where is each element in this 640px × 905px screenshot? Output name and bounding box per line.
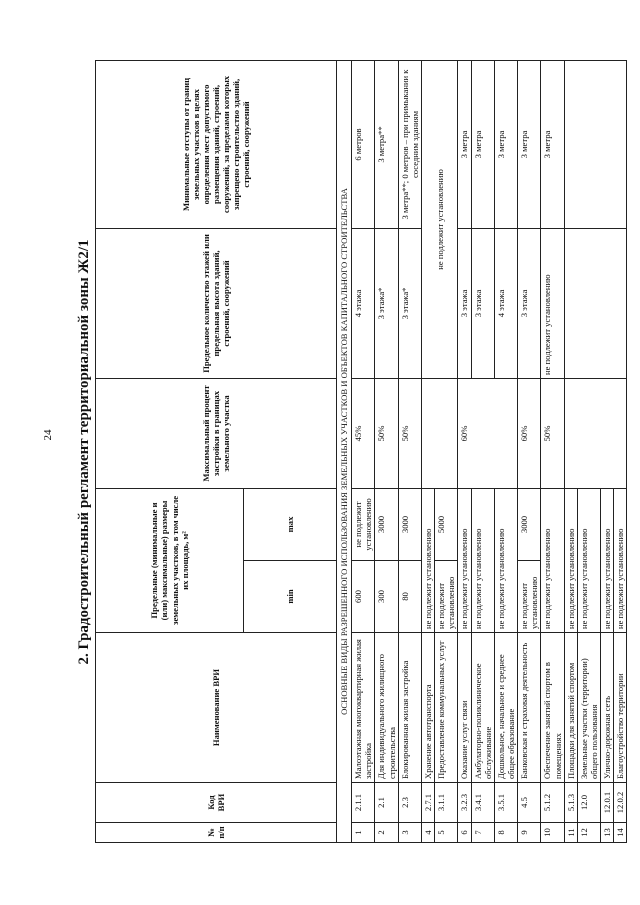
row-name: Оказание услуг связи: [458, 633, 471, 783]
row-name: Обеспечение занятий спортом в помещениях: [541, 633, 564, 783]
row-max: 3000: [398, 488, 421, 560]
row-num: 8: [494, 823, 517, 843]
row-setback: 3 метра**: [375, 60, 398, 228]
table-row: [458, 60, 471, 842]
row-sizes-not-set: не подлежит установлению: [421, 488, 434, 632]
row-setback: 3 метра: [541, 60, 564, 228]
row-floors: 3 этажа: [458, 228, 471, 378]
row-floors: 3 этажа*: [375, 228, 398, 378]
row-min: 600: [352, 561, 375, 633]
row-name: Амбулаторно-поликлиническое обслуживание: [471, 633, 494, 783]
row-num: 13: [601, 823, 614, 843]
row-max: 3000: [518, 488, 541, 560]
header-code: Код ВРИ: [96, 783, 337, 823]
row-code: 12.0.2: [614, 783, 627, 823]
row-setback: 3 метра: [471, 60, 494, 228]
row-code: 2.1: [375, 783, 398, 823]
row-code: 3.1.1: [435, 783, 458, 823]
table-row: [541, 60, 564, 842]
row-floors: 3 этажа: [518, 228, 541, 378]
row-name: Блокированная жилая застройка: [398, 633, 421, 783]
row-name: Для индивидуального жилищного строительства: [375, 633, 398, 783]
row-floors-setback-not-set: не подлежит установлению: [421, 60, 457, 378]
header-floors: Предельное количество этажей или предельная высота зданий, строений, сооружений: [96, 228, 337, 378]
row-code: 2.7.1: [421, 783, 434, 823]
header-min: min: [244, 561, 337, 633]
row-setback: 6 метров: [352, 60, 375, 228]
row-floors-empty: [564, 228, 627, 378]
row-max: 5000: [435, 488, 458, 560]
row-min: 300: [375, 561, 398, 633]
row-name: Хранение автотранспорта: [421, 633, 434, 783]
row-sizes-not-set: не подлежит установлению: [614, 488, 627, 632]
row-setback: 3 метра: [458, 60, 471, 228]
row-num: 6: [458, 823, 471, 843]
row-num: 11: [564, 823, 577, 843]
table-row: [375, 60, 398, 842]
row-sizes-not-set: не подлежит установлению: [541, 488, 564, 632]
page-number: 24: [42, 429, 54, 441]
regulation-table: [95, 60, 627, 843]
row-num: 4: [421, 823, 434, 843]
row-setback-empty: [564, 60, 627, 228]
row-name: Малоэтажная многоквартирная жилая застройка: [352, 633, 375, 783]
table-row: [398, 60, 421, 842]
row-percent: 50%: [375, 378, 398, 488]
row-sizes-not-set: не подлежит установлению: [577, 488, 600, 632]
row-code: 12.0: [577, 783, 600, 823]
row-name: Предоставление коммунальных услуг: [435, 633, 458, 783]
row-min: не подлежит установлению: [518, 561, 541, 633]
header-max: max: [244, 488, 337, 560]
row-name: Банковская и страховая деятельность: [518, 633, 541, 783]
row-max: не подлежит установлению: [352, 488, 375, 560]
row-num: 12: [577, 823, 600, 843]
row-name: Дошкольное, начальное и среднее общее образование: [494, 633, 517, 783]
row-num: 3: [398, 823, 421, 843]
row-name: Площадки для занятий спортом: [564, 633, 577, 783]
row-percent: 60%: [518, 378, 541, 488]
row-percent: 45%: [352, 378, 375, 488]
row-setback: 3 метра: [518, 60, 541, 228]
row-sizes-not-set: не подлежит установлению: [601, 488, 614, 632]
table-row: [421, 60, 434, 842]
document-heading: 2. Градостроительный регламент территориальной зоны Ж2/1: [76, 239, 92, 665]
row-name: Благоустройство территории: [614, 633, 627, 783]
row-floors: 4 этажа: [352, 228, 375, 378]
row-code: 5.1.3: [564, 783, 577, 823]
row-code: 3.4.1: [471, 783, 494, 823]
row-percent: 50%: [541, 378, 564, 488]
row-num: 10: [541, 823, 564, 843]
row-percent-empty: [421, 378, 457, 488]
row-num: 2: [375, 823, 398, 843]
row-name: Улично-дорожная сеть: [601, 633, 614, 783]
row-code: 5.1.2: [541, 783, 564, 823]
row-floors-not-set: не подлежит установлению: [541, 228, 564, 378]
row-num: 7: [471, 823, 494, 843]
row-max: 3000: [375, 488, 398, 560]
header-name: Наименование ВРИ: [96, 633, 337, 783]
table-row: [564, 60, 577, 842]
row-num: 1: [352, 823, 375, 843]
regulation-table-rotated: [95, 61, 626, 843]
section-title: ОСНОВНЫЕ ВИДЫ РАЗРЕШЕННОГО ИСПОЛЬЗОВАНИЯ ЗЕМЕЛЬНЫХ УЧАСТКОВ И ОБЪЕКТОВ КАПИТАЛЬНОГО СТРОИТЕЛЬСТВА: [337, 60, 352, 842]
row-name: Земельные участки (территории) общего пользования: [577, 633, 600, 783]
table-row: [352, 60, 375, 842]
row-sizes-not-set: не подлежит установлению: [471, 488, 494, 632]
row-floors: 4 этажа: [494, 228, 517, 378]
row-code: 3.5.1: [494, 783, 517, 823]
row-sizes-not-set: не подлежит установлению: [494, 488, 517, 632]
row-sizes-not-set: не подлежит установлению: [564, 488, 577, 632]
header-num: № п/п: [96, 823, 337, 843]
row-min: не подлежит установлению: [435, 561, 458, 633]
row-code: 2.3: [398, 783, 421, 823]
header-setback: Минимальные отступы от границ земельных участков в целях определения мест допустимого размещения зданий, строений, сооружений, за пределами которых запрещено строительство зданий, строений, сооружений: [96, 60, 337, 228]
row-floors: 3 этажа*: [398, 228, 421, 378]
row-min: 80: [398, 561, 421, 633]
row-num: 5: [435, 823, 458, 843]
row-percent: 60%: [458, 378, 518, 488]
row-num: 9: [518, 823, 541, 843]
table-row: [518, 60, 541, 842]
header-sizes: Предельные (минимальные и (или) максимальные) размеры земельных участков, в том числе их площадь, м²: [96, 488, 244, 632]
header-percent: Максимальный процент застройки в границах земельного участка: [96, 378, 337, 488]
row-percent: 50%: [398, 378, 421, 488]
row-code: 3.2.3: [458, 783, 471, 823]
row-code: 4.5: [518, 783, 541, 823]
row-floors: 3 этажа: [471, 228, 494, 378]
row-sizes-not-set: не подлежит установлению: [458, 488, 471, 632]
row-setback: 3 метра**; 0 метров – при примыкании к соседним зданиям: [398, 60, 421, 228]
row-percent-empty: [564, 378, 627, 488]
row-code: 12.0.1: [601, 783, 614, 823]
row-code: 2.1.1: [352, 783, 375, 823]
row-setback: 3 метра: [494, 60, 517, 228]
row-num: 14: [614, 823, 627, 843]
